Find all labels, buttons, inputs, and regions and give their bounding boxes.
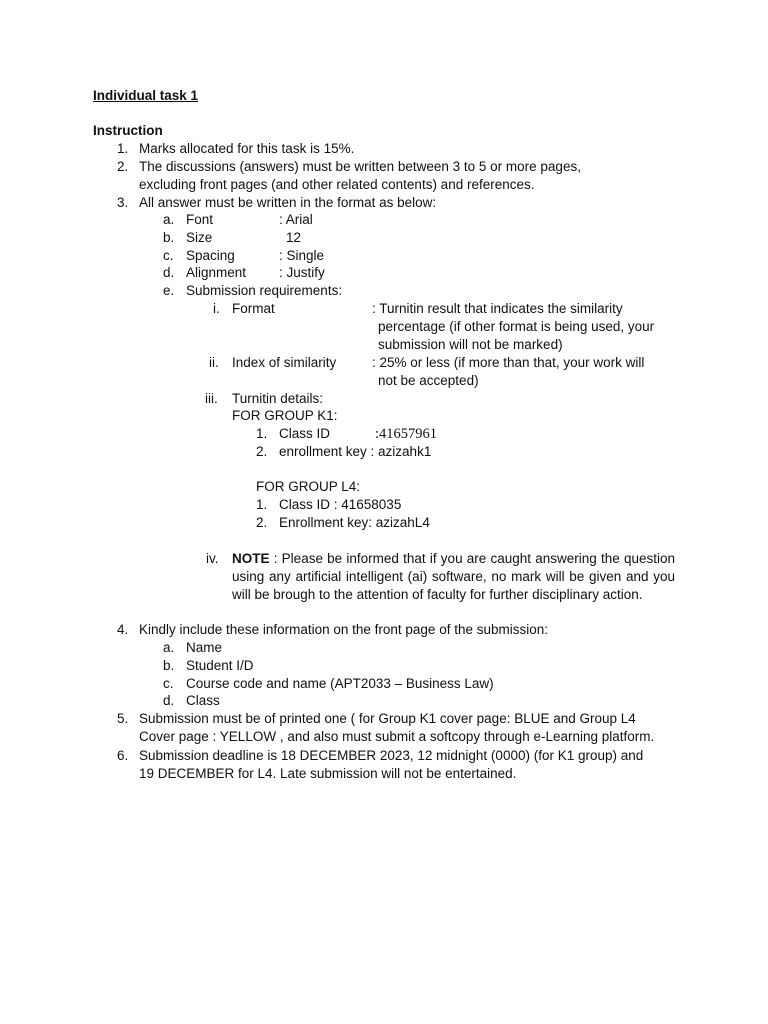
note-label: NOTE	[232, 551, 270, 566]
class-id-label: Class ID	[279, 426, 331, 441]
sub-letter: b.	[163, 230, 175, 245]
front-page-field: Student I/D	[186, 658, 254, 673]
list-item-text: Marks allocated for this task is 15%.	[139, 141, 355, 156]
sub-letter: c.	[163, 676, 174, 691]
sub-letter: e.	[163, 283, 175, 298]
list-item-text: All answer must be written in the format as below:	[139, 195, 437, 210]
sub-letter: b.	[163, 658, 175, 673]
front-page-field: Class	[186, 693, 220, 708]
front-page-field: Course code and name (APT2033 – Business Law)	[186, 676, 494, 691]
roman-numeral: iv.	[206, 551, 219, 566]
list-item-text: The discussions (answers) must be written between 3 to 5 or more pages,	[139, 159, 581, 174]
enrollment-key: Enrollment key: azizahL4	[279, 515, 430, 530]
list-item-text: Submission deadline is 18 DECEMBER 2023, 12 midnight (0000) (for K1 group) and	[139, 748, 644, 763]
list-item-text: 19 DECEMBER for L4. Late submission will not be entertained.	[139, 766, 517, 781]
requirement-value: : 25% or less (if more than that, your work will	[372, 355, 645, 370]
list-number: 3.	[117, 195, 129, 210]
requirement-value: percentage (if other format is being used, your	[378, 319, 655, 334]
instruction-heading: Instruction	[93, 123, 163, 138]
list-number: 6.	[117, 748, 129, 763]
roman-numeral: ii.	[209, 355, 219, 370]
list-number: 1.	[117, 141, 129, 156]
sub-letter: c.	[163, 248, 174, 263]
format-value: : Arial	[279, 212, 313, 227]
note-paragraph	[232, 550, 675, 604]
format-label: Alignment	[186, 265, 247, 280]
requirement-value: submission will not be marked)	[378, 337, 563, 352]
requirement-value: : Turnitin result that indicates the similarity	[372, 301, 623, 316]
roman-numeral: i.	[213, 301, 220, 316]
note-text: : Please be informed that if you are caught answering the question using any artificial intelligent (ai) software, no mark will be given and you will be brough to the attention of faculty for further disciplinary action.	[232, 551, 675, 602]
class-id-value: :41657961	[375, 426, 438, 442]
enrollment-key: enrollment key : azizahk1	[279, 444, 432, 459]
list-number: 2.	[117, 159, 129, 174]
list-number: 2.	[256, 515, 268, 530]
list-number: 2.	[256, 444, 268, 459]
list-number: 5.	[117, 711, 129, 726]
list-item-text: Submission must be of printed one ( for Group K1 cover page: BLUE and Group L4	[139, 711, 636, 726]
format-value: : Justify	[279, 265, 325, 280]
format-label: Size	[186, 230, 213, 245]
sub-letter: d.	[163, 693, 175, 708]
format-value: 12	[286, 230, 302, 245]
list-number: 4.	[117, 622, 129, 637]
front-page-field: Name	[186, 640, 223, 655]
class-id: Class ID : 41658035	[279, 497, 402, 512]
list-number: 1.	[256, 426, 268, 441]
sub-letter: a.	[163, 640, 175, 655]
list-item-text: Kindly include these information on the front page of the submission:	[139, 622, 548, 637]
page-title: Individual task 1	[93, 88, 199, 103]
format-label: Font	[186, 212, 214, 227]
list-item-text: excluding front pages (and other related contents) and references.	[139, 177, 535, 192]
group-heading: FOR GROUP L4:	[256, 479, 361, 494]
requirement-label: Format	[232, 301, 275, 316]
list-item-text: Cover page : YELLOW , and also must submit a softcopy through e-Learning platform.	[139, 729, 655, 744]
format-label: Spacing	[186, 248, 235, 263]
list-number: 1.	[256, 497, 268, 512]
format-value: : Single	[279, 248, 325, 263]
requirement-label: Index of similarity	[232, 355, 337, 370]
requirement-value: not be accepted)	[378, 373, 479, 388]
group-heading: FOR GROUP K1:	[232, 408, 338, 423]
sub-letter: d.	[163, 265, 175, 280]
roman-numeral: iii.	[205, 391, 218, 406]
requirement-label: Turnitin details:	[232, 391, 324, 406]
format-label: Submission requirements:	[186, 283, 343, 298]
sub-letter: a.	[163, 212, 175, 227]
